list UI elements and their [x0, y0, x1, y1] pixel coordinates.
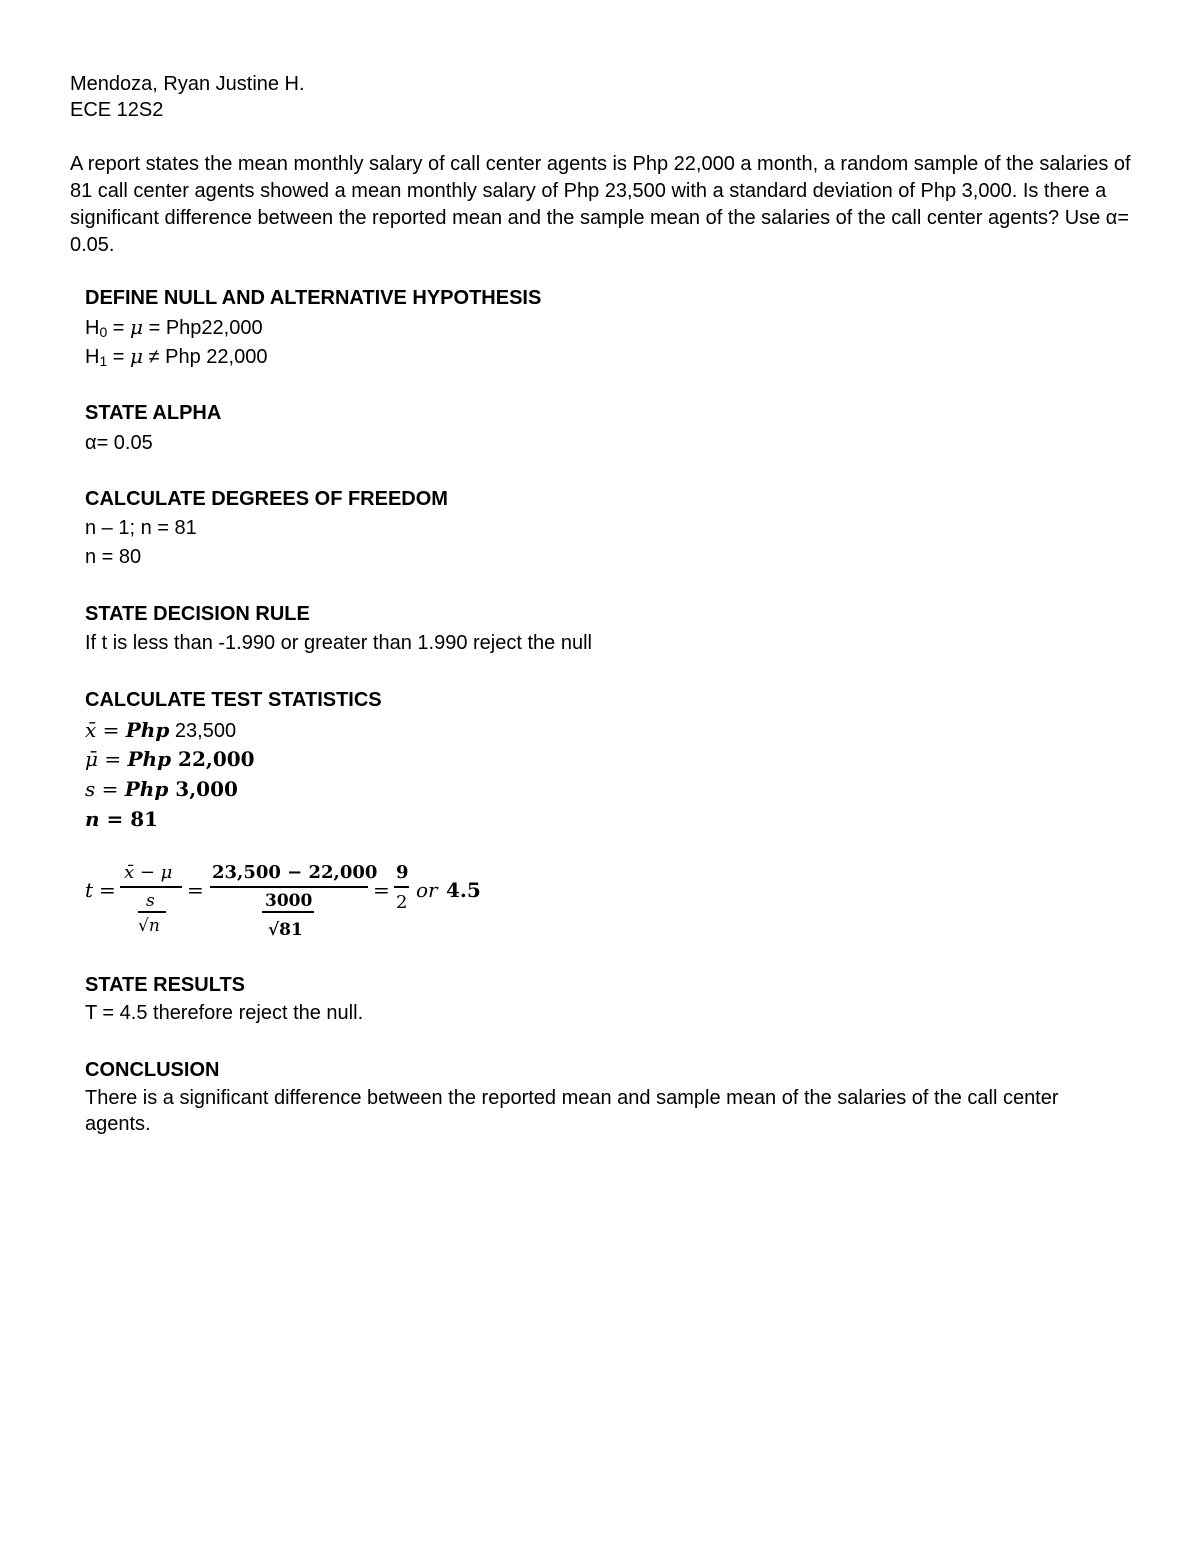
s-unit: Php [124, 777, 169, 801]
s-eq: = [95, 777, 125, 801]
n-symbol: n [85, 807, 100, 831]
numeric-numerator: 23,500 − 22,000 [212, 862, 378, 883]
alpha-heading: STATE ALPHA [85, 402, 222, 424]
h1-mu: μ [130, 344, 144, 368]
xbar-unit: Php [125, 718, 170, 742]
h1-value: ≠ Php 22,000 [143, 346, 268, 368]
equals-3: = [373, 878, 390, 902]
decision-heading: STATE DECISION RULE [85, 603, 310, 625]
xbar-value: 23,500 [169, 720, 237, 742]
student-name: Mendoza, Ryan Justine H. [70, 73, 305, 95]
xbar-eq: = [96, 718, 126, 742]
alpha-value: α= 0.05 [85, 432, 153, 454]
numeric-den-top: 3000 [265, 891, 313, 911]
formula-numerator: x̄ − μ [124, 862, 173, 883]
sample-size-line [85, 806, 158, 833]
mubar-value: 22,000 [171, 747, 255, 771]
mubar-unit: Php [127, 747, 172, 771]
n-value: 81 [130, 807, 159, 831]
h1-label: H [85, 346, 100, 368]
formula-den-top: s [146, 891, 155, 911]
h0-value: = Php22,000 [143, 317, 263, 339]
xbar-symbol: x̄ [85, 718, 97, 742]
class-section: ECE 12S2 [70, 99, 164, 121]
mubar-eq: = [98, 747, 128, 771]
h0-subscript: 0 [99, 324, 108, 340]
h1-subscript: 1 [99, 353, 108, 369]
pop-mean-line [85, 746, 255, 773]
n-eq: = [99, 807, 131, 831]
null-hypothesis [85, 314, 263, 345]
or-word: or [416, 878, 438, 902]
equals-2: = [187, 878, 204, 902]
simplified-denominator: 2 [396, 892, 408, 913]
t-symbol: t [85, 878, 94, 902]
t-result: 4.5 [446, 878, 481, 902]
problem-statement: A report states the mean monthly salary of call center agents is Php 22,000 a month, a random sample of the salaries of 81 call center agents showed a mean monthly salary of Php 23,500 with a standard deviation of Php 3,000. Is there a significant difference between the reported mean and the sample mean of the salaries of the call center agents? Use α= 0.05. [70, 153, 1131, 256]
t-equals: = [99, 878, 116, 902]
conclusion-heading: CONCLUSION [85, 1059, 220, 1081]
hypothesis-heading: DEFINE NULL AND ALTERNATIVE HYPOTHESIS [85, 287, 542, 309]
test-heading: CALCULATE TEST STATISTICS [85, 689, 382, 711]
s-symbol: s [85, 777, 96, 801]
conclusion-text: There is a significant difference between the reported mean and sample mean of the salaries of the call center agents. [85, 1087, 1059, 1135]
alternative-hypothesis [85, 343, 267, 374]
fraction-bar-2b [262, 911, 314, 913]
h0-label: H [85, 317, 100, 339]
dof-line-2: n = 80 [85, 546, 142, 568]
decision-rule: If t is less than -1.990 or greater than 1.990 reject the null [85, 632, 592, 654]
formula-den-bottom: √n [138, 916, 160, 936]
sample-mean-line [85, 717, 236, 744]
h0-mu: μ [130, 315, 144, 339]
dof-heading: CALCULATE DEGREES OF FREEDOM [85, 488, 448, 510]
results-heading: STATE RESULTS [85, 974, 245, 996]
h1-equals: = [107, 346, 131, 368]
dof-line-1: n – 1; n = 81 [85, 517, 197, 539]
results-text: T = 4.5 therefore reject the null. [85, 1002, 364, 1024]
fraction-bar-3 [394, 886, 409, 888]
mubar-symbol: μ̄ [85, 747, 98, 771]
simplified-numerator: 9 [396, 862, 409, 883]
h0-equals: = [107, 317, 131, 339]
numeric-den-bottom: √81 [268, 920, 303, 940]
std-dev-line [85, 776, 238, 803]
s-value: 3,000 [168, 777, 238, 801]
